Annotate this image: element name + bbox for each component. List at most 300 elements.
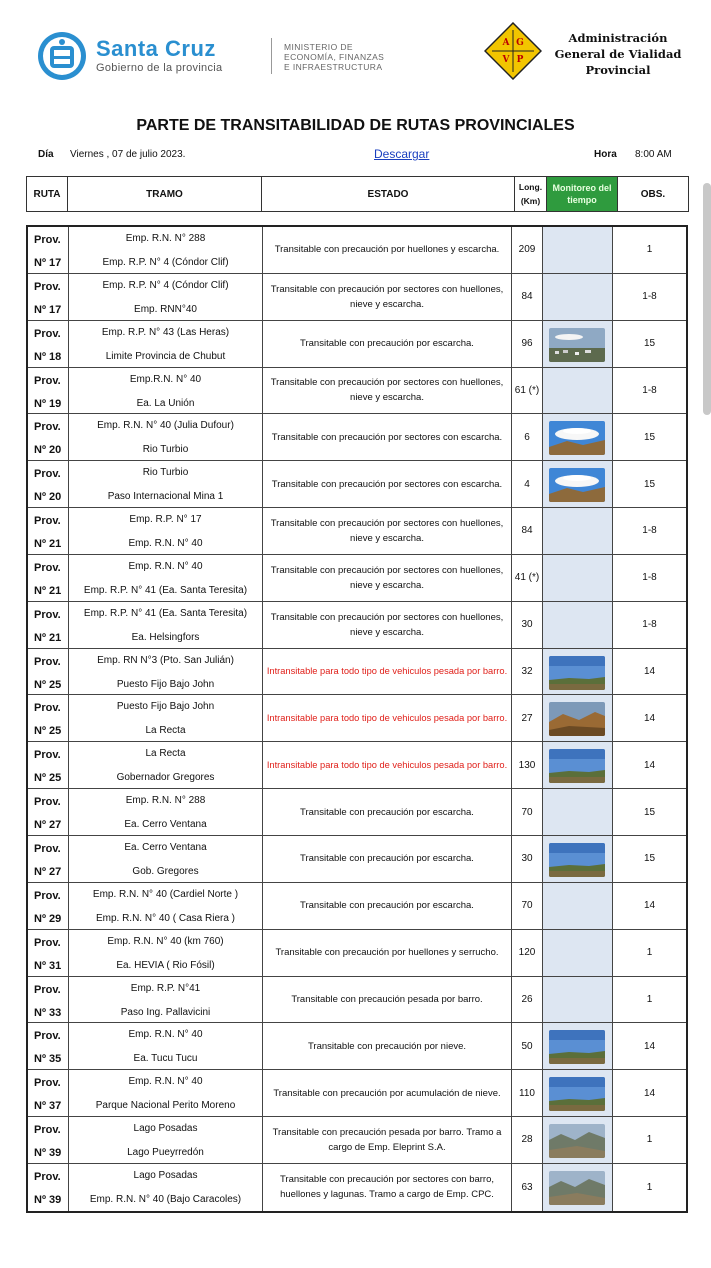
section-to: Emp. R.P. N° 4 (Cóndor Clif) — [102, 257, 229, 268]
obs-cell — [613, 274, 686, 320]
route-cell — [28, 274, 69, 320]
section-from: Emp. R.P. N° 17 — [129, 514, 202, 526]
obs-cell — [613, 321, 686, 367]
route-number: Nº 35 — [34, 1053, 62, 1066]
obs-cell — [613, 368, 686, 414]
status-text: Transitable con precaución por escarcha. — [300, 853, 474, 865]
route-cell — [28, 602, 69, 648]
route-prov: Prov. — [34, 1170, 61, 1183]
table-row — [28, 883, 686, 930]
obs-cell — [613, 695, 686, 741]
section-cell — [69, 321, 263, 367]
column-header-long-line: (Km) — [520, 196, 541, 206]
ministry-line: ECONOMÍA, FINANZAS — [284, 52, 385, 62]
section-from: Emp. R.P. N°41 — [130, 982, 201, 994]
scrollbar-thumb[interactable] — [703, 183, 711, 415]
column-header-long — [514, 176, 547, 212]
table-row — [28, 930, 686, 977]
section-from: Emp.R.N. N° 40 — [129, 373, 202, 385]
status-text: Transitable con precaución por sectores con huellones, nieve y escarcha. — [270, 611, 504, 638]
status-cell — [263, 555, 512, 601]
weather-photo[interactable] — [549, 1124, 605, 1158]
obs-value: 1 — [646, 993, 653, 1005]
status-text: Intransitable para todo tipo de vehiculos pesada por barro. — [266, 759, 508, 770]
agvp-name-line: Administración — [568, 31, 668, 45]
route-cell — [28, 649, 69, 695]
length-cell — [512, 695, 543, 741]
santa-cruz-logo-subtitle: Gobierno de la provincia — [96, 62, 223, 74]
length-cell — [512, 227, 543, 273]
length-value: 70 — [521, 806, 533, 818]
agvp-diamond-logo-icon — [484, 22, 542, 80]
length-cell — [512, 742, 543, 788]
obs-cell — [613, 789, 686, 835]
section-from: Rio Turbio — [142, 467, 189, 479]
weather-cell — [543, 368, 613, 414]
column-header-ruta: RUTA — [26, 176, 68, 212]
obs-cell — [613, 836, 686, 882]
section-cell — [69, 227, 263, 273]
weather-photo[interactable] — [549, 1077, 605, 1111]
route-cell — [28, 508, 69, 554]
obs-value: 15 — [643, 806, 656, 818]
route-number: Nº 18 — [34, 350, 62, 363]
download-link[interactable]: Descargar — [374, 147, 430, 161]
length-value: 41 (*) — [514, 572, 540, 584]
weather-cell — [543, 274, 613, 320]
status-cell — [263, 742, 512, 788]
length-value: 30 — [521, 619, 533, 631]
column-header-obs: OBS. — [617, 176, 689, 212]
table-row — [28, 836, 686, 883]
length-cell — [512, 461, 543, 507]
section-to: Parque Nacional Perito Moreno — [95, 1100, 236, 1112]
table-row — [28, 321, 686, 368]
section-cell — [69, 602, 263, 648]
obs-cell — [613, 883, 686, 929]
status-text: Intransitable para todo tipo de vehiculos pesada por barro. — [266, 712, 508, 723]
section-from: Puesto Fijo Bajo John — [116, 701, 215, 713]
section-to: Emp. RNN°40 — [134, 303, 197, 315]
route-prov: Prov. — [34, 749, 61, 762]
section-from: Emp. R.N. N° 40 (Cardiel Norte ) — [92, 888, 239, 900]
section-cell — [69, 883, 263, 929]
route-number: Nº 17 — [34, 303, 62, 316]
route-prov: Prov. — [34, 1030, 61, 1043]
section-to: Ea. Cerro Ventana — [124, 819, 207, 831]
obs-value: 1-8 — [642, 291, 657, 303]
section-from: Emp. R.P. N° 41 (Ea. Santa Teresita) — [83, 607, 248, 619]
obs-value: 14 — [643, 712, 656, 724]
route-prov: Prov. — [34, 327, 61, 340]
table-row — [28, 602, 686, 649]
status-text: Transitable con precaución por escarcha. — [300, 900, 474, 912]
weather-cell — [543, 977, 613, 1023]
status-text: Transitable con precaución por acumulación de nieve. — [273, 1087, 501, 1099]
length-cell — [512, 1117, 543, 1163]
obs-value: 1 — [646, 947, 653, 959]
length-value: 30 — [521, 853, 533, 865]
route-cell — [28, 789, 69, 835]
length-cell — [512, 368, 543, 414]
route-cell — [28, 321, 69, 367]
section-cell — [69, 977, 263, 1023]
section-cell — [69, 649, 263, 695]
table-row — [28, 649, 686, 696]
status-text: Transitable con precaución por nieve. — [307, 1040, 467, 1052]
status-text: Transitable con precaución por huellones y escarcha. — [274, 244, 500, 256]
section-from: Emp. R.N. N° 40 (Julia Dufour) — [97, 420, 234, 432]
section-to: Rio Turbio — [142, 444, 189, 456]
route-prov: Prov. — [34, 561, 61, 574]
section-cell — [69, 695, 263, 741]
length-value: 120 — [518, 947, 536, 959]
column-header-estado: ESTADO — [261, 176, 515, 212]
status-cell — [263, 1117, 512, 1163]
table-row — [28, 555, 686, 602]
date-label: Día — [38, 149, 54, 160]
route-number: Nº 27 — [34, 819, 62, 832]
obs-cell — [613, 227, 686, 273]
table-row — [28, 461, 686, 508]
section-from: Emp. R.N. N° 40 (km 760) — [107, 935, 224, 947]
route-number: Nº 21 — [34, 538, 62, 551]
section-cell — [69, 508, 263, 554]
route-number: Nº 20 — [34, 491, 62, 504]
weather-cell — [543, 883, 613, 929]
route-prov: Prov. — [34, 702, 61, 715]
weather-cell — [543, 508, 613, 554]
route-prov: Prov. — [34, 655, 61, 668]
weather-cell — [543, 414, 613, 460]
route-number: Nº 39 — [34, 1147, 62, 1160]
weather-cell — [543, 461, 613, 507]
section-from: Emp. R.P. N° 4 (Cóndor Clif) — [102, 279, 229, 291]
route-cell — [28, 883, 69, 929]
section-from: Emp. RN N°3 (Pto. San Julián) — [97, 654, 234, 666]
route-prov: Prov. — [34, 889, 61, 902]
route-number: Nº 37 — [34, 1100, 62, 1113]
svg-text:G: G — [516, 38, 524, 48]
length-value: 27 — [521, 712, 533, 724]
route-cell — [28, 227, 69, 273]
status-text: Transitable con precaución pesada por barro. Tramo a cargo de Emp. Eleprint S.A. — [272, 1126, 502, 1153]
section-to: Ea. HEVIA ( Rio Fósil) — [116, 959, 215, 971]
status-cell — [263, 274, 512, 320]
route-prov: Prov. — [34, 796, 61, 809]
obs-cell — [613, 649, 686, 695]
route-prov: Prov. — [34, 280, 61, 293]
status-cell — [263, 602, 512, 648]
obs-cell — [613, 461, 686, 507]
section-from: Emp. R.N. N° 40 — [128, 560, 203, 572]
obs-value: 14 — [643, 1087, 656, 1099]
route-number: Nº 19 — [34, 397, 62, 410]
length-cell — [512, 836, 543, 882]
route-number: Nº 31 — [34, 959, 62, 972]
route-cell — [28, 555, 69, 601]
table-row — [28, 1164, 686, 1211]
routes-table — [26, 225, 688, 1213]
section-to: Puesto Fijo Bajo John — [116, 678, 215, 690]
weather-cell — [543, 1117, 613, 1163]
weather-cell — [543, 789, 613, 835]
status-cell — [263, 883, 512, 929]
obs-cell — [613, 930, 686, 976]
length-value: 84 — [521, 291, 533, 303]
route-prov: Prov. — [34, 842, 61, 855]
table-row — [28, 977, 686, 1024]
section-to: Lago Pueyrredón — [127, 1147, 204, 1159]
route-number: Nº 29 — [34, 912, 62, 925]
length-value: 84 — [521, 525, 533, 537]
route-number: Nº 21 — [34, 631, 62, 644]
weather-cell — [543, 1070, 613, 1116]
obs-value: 15 — [643, 431, 656, 443]
section-cell — [69, 368, 263, 414]
weather-photo[interactable] — [549, 656, 605, 690]
weather-photo[interactable] — [549, 843, 605, 877]
route-cell — [28, 461, 69, 507]
section-cell — [69, 742, 263, 788]
status-text: Transitable con precaución por sectores con huellones, nieve y escarcha. — [270, 283, 504, 310]
weather-photo[interactable] — [549, 702, 605, 736]
obs-value: 14 — [643, 666, 656, 678]
length-value: 4 — [524, 478, 530, 490]
section-to: Gob. Gregores — [132, 865, 199, 877]
route-cell — [28, 368, 69, 414]
route-prov: Prov. — [34, 468, 61, 481]
length-value: 130 — [518, 759, 536, 771]
section-to: Ea. Helsingfors — [131, 631, 200, 643]
length-cell — [512, 274, 543, 320]
route-cell — [28, 1023, 69, 1069]
obs-value: 14 — [643, 1040, 656, 1052]
section-from: Lago Posadas — [133, 1169, 198, 1181]
length-cell — [512, 930, 543, 976]
weather-cell — [543, 836, 613, 882]
route-cell — [28, 742, 69, 788]
length-value: 96 — [521, 338, 533, 350]
ministry-text — [284, 42, 384, 72]
length-cell — [512, 1164, 543, 1211]
status-cell — [263, 789, 512, 835]
table-row — [28, 1117, 686, 1164]
ministry-line: MINISTERIO DE — [284, 42, 353, 52]
weather-cell — [543, 1023, 613, 1069]
column-header-monitoreo-line: tiempo — [567, 195, 597, 205]
weather-cell — [543, 555, 613, 601]
santa-cruz-logo-name: Santa Cruz — [96, 36, 216, 61]
section-cell — [69, 836, 263, 882]
status-cell — [263, 1164, 512, 1211]
length-value: 28 — [521, 1134, 533, 1146]
status-cell — [263, 368, 512, 414]
status-cell — [263, 1070, 512, 1116]
table-row — [28, 414, 686, 461]
route-cell — [28, 836, 69, 882]
status-cell — [263, 695, 512, 741]
route-cell — [28, 977, 69, 1023]
status-text: Intransitable para todo tipo de vehiculos pesada por barro. — [266, 666, 508, 677]
weather-cell — [543, 602, 613, 648]
column-header-long-line: Long. — [518, 182, 543, 192]
agvp-name-line: General de Vialidad — [554, 47, 682, 61]
route-number: Nº 25 — [34, 678, 62, 691]
obs-value: 15 — [643, 338, 656, 350]
route-cell — [28, 930, 69, 976]
ministry-line: E INFRAESTRUCTURA — [284, 62, 383, 72]
weather-photo[interactable] — [549, 421, 605, 455]
obs-cell — [613, 977, 686, 1023]
length-value: 32 — [521, 666, 533, 678]
column-header-monitoreo-line: Monitoreo del — [552, 183, 612, 193]
weather-photo[interactable] — [549, 328, 605, 362]
obs-value: 1 — [646, 1181, 653, 1193]
section-from: Emp. R.P. N° 43 (Las Heras) — [101, 326, 230, 338]
status-cell — [263, 836, 512, 882]
weather-photo[interactable] — [549, 1171, 605, 1205]
svg-text:V: V — [502, 55, 510, 65]
table-row — [28, 274, 686, 321]
route-prov: Prov. — [34, 421, 61, 434]
obs-value: 1-8 — [642, 619, 657, 631]
section-to: Ea. La Unión — [136, 397, 195, 409]
route-number: Nº 27 — [34, 865, 62, 878]
time-label: Hora — [594, 149, 617, 160]
section-cell — [69, 461, 263, 507]
status-text: Transitable con precaución por escarcha. — [300, 806, 474, 818]
obs-cell — [613, 555, 686, 601]
length-cell — [512, 1023, 543, 1069]
section-to: Emp. R.N. N° 40 ( Casa Riera ) — [95, 912, 236, 924]
section-cell — [69, 930, 263, 976]
table-row — [28, 227, 686, 274]
obs-cell — [613, 602, 686, 648]
length-cell — [512, 321, 543, 367]
section-from: Emp. R.N. N° 288 — [125, 233, 206, 244]
table-row — [28, 1023, 686, 1070]
status-text: Transitable con precaución por sectores con escarcha. — [271, 478, 503, 490]
length-value: 26 — [521, 993, 533, 1005]
weather-cell — [543, 1164, 613, 1211]
length-value: 70 — [521, 900, 533, 912]
route-prov: Prov. — [34, 1124, 61, 1137]
obs-value: 14 — [643, 759, 656, 771]
status-cell — [263, 930, 512, 976]
obs-value: 1 — [646, 244, 653, 256]
route-prov: Prov. — [34, 374, 61, 387]
weather-cell — [543, 321, 613, 367]
weather-photo[interactable] — [549, 749, 605, 783]
length-cell — [512, 1070, 543, 1116]
obs-value: 15 — [643, 853, 656, 865]
date-value: Viernes , 07 de julio 2023. — [70, 149, 186, 160]
weather-cell — [543, 930, 613, 976]
length-value: 110 — [519, 1087, 535, 1099]
status-text: Transitable con precaución por sectores con escarcha. — [271, 431, 503, 443]
length-value: 209 — [518, 244, 536, 256]
length-cell — [512, 602, 543, 648]
section-to: La Recta — [145, 725, 186, 737]
obs-cell — [613, 1070, 686, 1116]
logo-divider — [271, 38, 272, 74]
section-from: La Recta — [145, 748, 186, 760]
weather-cell — [543, 695, 613, 741]
status-text: Transitable con precaución por sectores con huellones, nieve y escarcha. — [270, 517, 504, 544]
obs-value: 1-8 — [642, 525, 657, 537]
length-cell — [512, 649, 543, 695]
obs-cell — [613, 414, 686, 460]
length-value: 63 — [521, 1181, 533, 1193]
obs-cell — [613, 1023, 686, 1069]
status-cell — [263, 461, 512, 507]
length-cell — [512, 789, 543, 835]
section-cell — [69, 555, 263, 601]
status-text: Transitable con precaución por escarcha. — [300, 338, 474, 350]
table-row — [28, 508, 686, 555]
santa-cruz-shield-icon — [36, 30, 88, 82]
route-number: Nº 39 — [34, 1193, 62, 1206]
obs-value: 1-8 — [642, 572, 657, 584]
route-prov: Prov. — [34, 515, 61, 528]
length-cell — [512, 508, 543, 554]
route-cell — [28, 1164, 69, 1211]
document-title: PARTE DE TRANSITABILIDAD DE RUTAS PROVINCIALES — [136, 117, 575, 134]
route-cell — [28, 1070, 69, 1116]
route-number: Nº 33 — [34, 1006, 62, 1019]
status-cell — [263, 1023, 512, 1069]
weather-cell — [543, 742, 613, 788]
route-cell — [28, 1117, 69, 1163]
route-number: Nº 17 — [34, 257, 62, 269]
status-text: Transitable con precaución por huellones y serrucho. — [275, 947, 499, 959]
section-cell — [69, 274, 263, 320]
weather-photo[interactable] — [549, 1030, 605, 1064]
agvp-name-line: Provincial — [585, 63, 651, 77]
table-row — [28, 789, 686, 836]
table-row — [28, 742, 686, 789]
length-cell — [512, 414, 543, 460]
table-row — [28, 1070, 686, 1117]
section-from: Emp. R.N. N° 288 — [125, 795, 206, 807]
column-header-monitoreo — [546, 176, 618, 212]
section-to: Emp. R.N. N° 40 (Bajo Caracoles) — [89, 1193, 242, 1205]
section-cell — [69, 789, 263, 835]
obs-value: 1-8 — [642, 384, 657, 396]
section-cell — [69, 414, 263, 460]
status-text: Transitable con precaución por sectores con huellones, nieve y escarcha. — [270, 564, 504, 591]
route-prov: Prov. — [34, 936, 61, 949]
section-cell — [69, 1023, 263, 1069]
length-value: 50 — [521, 1040, 533, 1052]
obs-value: 1 — [646, 1134, 653, 1146]
table-row — [28, 695, 686, 742]
route-cell — [28, 414, 69, 460]
status-cell — [263, 227, 512, 273]
status-cell — [263, 414, 512, 460]
route-prov: Prov. — [34, 1077, 61, 1090]
weather-photo[interactable] — [549, 468, 605, 502]
section-cell — [69, 1164, 263, 1211]
status-text: Transitable con precaución por sectores con barro, huellones y lagunas. Tramo a cargo de Emp. CPC. — [279, 1174, 495, 1201]
route-number: Nº 20 — [34, 444, 62, 457]
section-from: Lago Posadas — [133, 1123, 198, 1135]
column-header-tramo: TRAMO — [67, 176, 262, 212]
section-to: Emp. R.N. N° 40 — [128, 538, 203, 550]
section-to: Gobernador Gregores — [116, 772, 215, 784]
section-from: Emp. R.N. N° 40 — [128, 1076, 203, 1088]
